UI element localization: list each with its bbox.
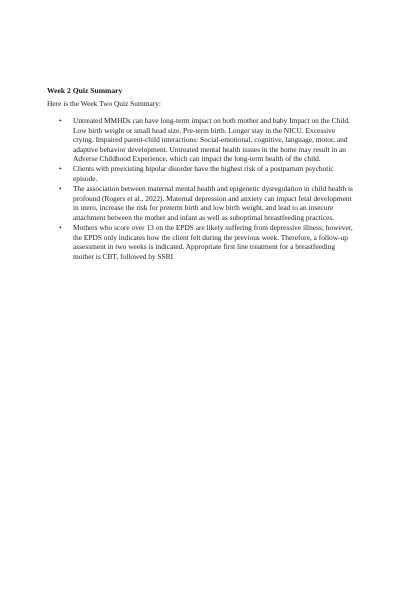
bullet-item-epds-screening: • Mothers who score over 13 on the EPDS are likely suffering from depressive illness; however, the EPDS only indicates how the client felt during the previous week. Therefore, a follow-up assessment in two weeks is indicated. Appropriate first line treatment for a breastfeeding mother is CBT, followed by SSRI	[73, 223, 357, 261]
document-body	[47, 86, 357, 262]
document-title: Week 2 Quiz Summary	[47, 86, 123, 95]
bullet-item-epigenetic-association: • The association between maternal mental health and epigenetic dysregulation in child health is profound (Rogers et al., 2022). Maternal depression and anxiety can impact fetal development in utero, increase the risk for preterm birth and low birth weight, and lead to an insecure attachment between the mother and infant as well as suboptimal breastfeeding practices.	[73, 184, 357, 222]
summary-bullet-list	[47, 116, 357, 261]
bullet-item-untreated-mmhds: • Untreated MMHDs can have long-term impact on both mother and baby Impact on the Child. Low birth weight or small head size. Pre-term birth. Longer stay in the NICU. Excessive crying. Impaired parent-child interactions: Social-emotional, cognitive, language, motor, and adaptive behavior development. Untreated mental health issues in the home may result in an Adverse Childhood Experience, which can impact the long-term health of the child.	[73, 116, 357, 164]
intro-paragraph: Here is the Week Two Quiz Summary:	[47, 99, 161, 108]
bullet-item-bipolar-risk: • Clients with preexisting bipolar disorder have the highest risk of a postpartum psychotic episode.	[73, 164, 357, 183]
